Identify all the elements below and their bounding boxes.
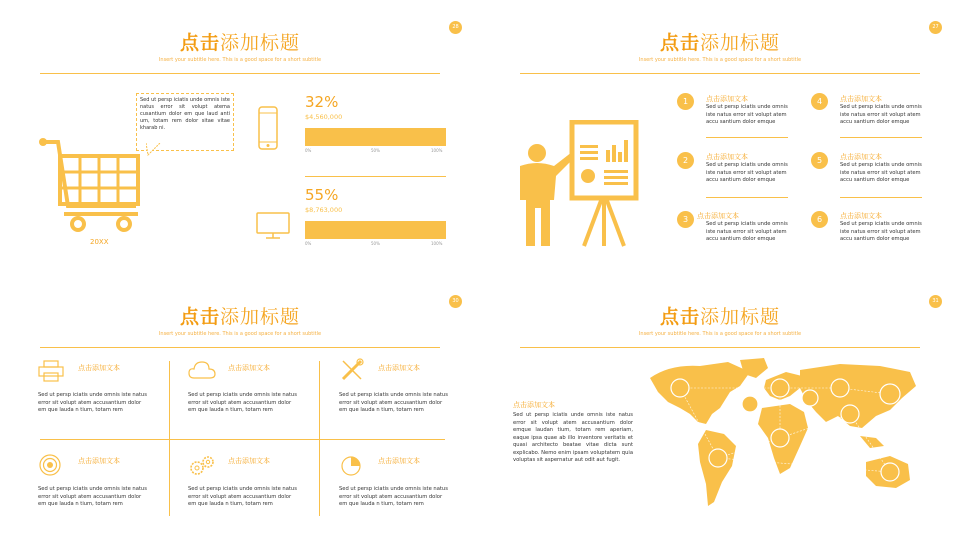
axis-tick: 0% bbox=[305, 241, 312, 246]
item-body: Sed ut persp iciatis unde omnis iste natus error sit volupt atem accu santium dolor emque bbox=[840, 104, 922, 125]
cell-heading: 点击添加文本 bbox=[78, 364, 120, 372]
slide-title: 点击添加标题 bbox=[179, 32, 301, 54]
world-map-icon bbox=[640, 358, 925, 518]
page-number-badge: 30 bbox=[449, 295, 462, 308]
item-body: Sed ut persp iciatis unde omnis iste natus error sit volupt atem accu santium dolor emque bbox=[706, 221, 788, 242]
progress-bar bbox=[305, 128, 446, 146]
axis-tick: 100% bbox=[431, 148, 443, 153]
page-number-badge: 31 bbox=[929, 295, 942, 308]
step-number: 2 bbox=[677, 152, 694, 169]
axis-tick: 50% bbox=[371, 148, 380, 153]
step-number: 5 bbox=[811, 152, 828, 169]
slide-subtitle: Insert your subtitle here. This is a good space for a short subtitle bbox=[638, 57, 802, 63]
page-number-badge: 27 bbox=[929, 21, 942, 34]
divider bbox=[305, 176, 446, 177]
cell-heading: 点击添加文本 bbox=[378, 364, 420, 372]
pie-icon bbox=[340, 455, 362, 477]
progress-bar bbox=[305, 221, 446, 239]
text-body: Sed ut persp iciatis unde omnis iste natus error sit volupt atem accusantium dolor emque laudan tium, totam rem aperiam, eaque ipsa quae ab illo inventore veritatis et quasi architecto beatae vitae dicta sunt explicabo. Nemo enim ipsam voluptatem quia voluptas sit aspernatur aut odit aut fugit. bbox=[513, 412, 633, 463]
divider bbox=[840, 197, 922, 198]
slide-28 bbox=[0, 0, 480, 274]
tools-icon bbox=[340, 358, 364, 382]
divider bbox=[706, 137, 788, 138]
slide-30 bbox=[0, 274, 480, 548]
printer-icon bbox=[38, 360, 64, 382]
cell-body: Sed ut persp iciatis unde omnis iste natus error sit volupt atem accusantium dolor em que lauda n tium, totam rem bbox=[188, 486, 297, 507]
cell-body: Sed ut persp iciatis unde omnis iste natus error sit volupt atem accusantium dolor em que lauda n tium, totam rem bbox=[38, 486, 147, 507]
target-icon bbox=[38, 453, 62, 477]
item-heading: 点击添加文本 bbox=[840, 212, 882, 220]
step-number: 4 bbox=[811, 93, 828, 110]
slide-title: 点击添加标题 bbox=[659, 306, 781, 328]
divider bbox=[520, 73, 920, 74]
gears-icon bbox=[188, 455, 216, 477]
divider bbox=[40, 347, 440, 348]
item-heading: 点击添加文本 bbox=[697, 212, 739, 220]
step-number: 1 bbox=[677, 93, 694, 110]
item-heading: 点击添加文本 bbox=[840, 153, 882, 161]
item-heading: 点击添加文本 bbox=[706, 95, 748, 103]
callout-text: Sed ut persp iciatis unde omnis iste natus error sit volupt atema cusantium dolor em que laud anti um, totam rem dolor sitae vitae kharab ni. bbox=[140, 97, 230, 131]
stat-amount: $8,763,000 bbox=[305, 206, 343, 214]
slide-title: 点击添加标题 bbox=[179, 306, 301, 328]
slide-subtitle: Insert your subtitle here. This is a good space for a short subtitle bbox=[158, 57, 322, 63]
axis-tick: 0% bbox=[305, 148, 312, 153]
item-body: Sed ut persp iciatis unde omnis iste natus error sit volupt atem accu santium dolor emque bbox=[706, 104, 788, 125]
cell-body: Sed ut persp iciatis unde omnis iste natus error sit volupt atem accusantium dolor em que lauda n tium, totam rem bbox=[188, 392, 297, 413]
divider bbox=[706, 197, 788, 198]
callout-pointer bbox=[146, 143, 162, 157]
cell-heading: 点击添加文本 bbox=[378, 457, 420, 465]
divider bbox=[520, 347, 920, 348]
cell-body: Sed ut persp iciatis unde omnis iste natus error sit volupt atem accusantium dolor em que lauda n tium, totam rem bbox=[339, 486, 448, 507]
item-body: Sed ut persp iciatis unde omnis iste natus error sit volupt atem accu santium dolor emque bbox=[840, 221, 922, 242]
text-heading: 点击添加文本 bbox=[513, 401, 555, 409]
cell-heading: 点击添加文本 bbox=[228, 364, 270, 372]
stat-percent: 32% bbox=[305, 93, 339, 111]
step-number: 6 bbox=[811, 211, 828, 228]
phone-icon bbox=[258, 106, 278, 150]
slide-31 bbox=[480, 274, 960, 548]
axis-tick: 50% bbox=[371, 241, 380, 246]
item-body: Sed ut persp iciatis unde omnis iste natus error sit volupt atem accu santium dolor emque bbox=[706, 162, 788, 183]
slide-subtitle: Insert your subtitle here. This is a good space for a short subtitle bbox=[638, 331, 802, 337]
cell-body: Sed ut persp iciatis unde omnis iste natus error sit volupt atem accusantium dolor em que lauda n tium, totam rem bbox=[38, 392, 147, 413]
item-heading: 点击添加文本 bbox=[706, 153, 748, 161]
cart-label: 20XX bbox=[90, 238, 109, 246]
stat-amount: $4,560,000 bbox=[305, 113, 343, 121]
item-body: Sed ut persp iciatis unde omnis iste natus error sit volupt atem accu santium dolor emque bbox=[840, 162, 922, 183]
slide-subtitle: Insert your subtitle here. This is a good space for a short subtitle bbox=[158, 331, 322, 337]
divider bbox=[40, 73, 440, 74]
cell-heading: 点击添加文本 bbox=[78, 457, 120, 465]
slide-27 bbox=[480, 0, 960, 274]
slide-title: 点击添加标题 bbox=[659, 32, 781, 54]
page-number-badge: 28 bbox=[449, 21, 462, 34]
cloud-icon bbox=[188, 360, 216, 380]
cell-heading: 点击添加文本 bbox=[228, 457, 270, 465]
item-heading: 点击添加文本 bbox=[840, 95, 882, 103]
step-number: 3 bbox=[677, 211, 694, 228]
axis-tick: 100% bbox=[431, 241, 443, 246]
presenter-icon bbox=[510, 120, 640, 250]
stat-percent: 55% bbox=[305, 186, 339, 204]
cell-body: Sed ut persp iciatis unde omnis iste natus error sit volupt atem accusantium dolor em que lauda n tium, totam rem bbox=[339, 392, 448, 413]
grid-divider bbox=[40, 439, 445, 440]
monitor-icon bbox=[256, 212, 290, 240]
shopping-cart-icon bbox=[38, 136, 148, 236]
divider bbox=[840, 137, 922, 138]
